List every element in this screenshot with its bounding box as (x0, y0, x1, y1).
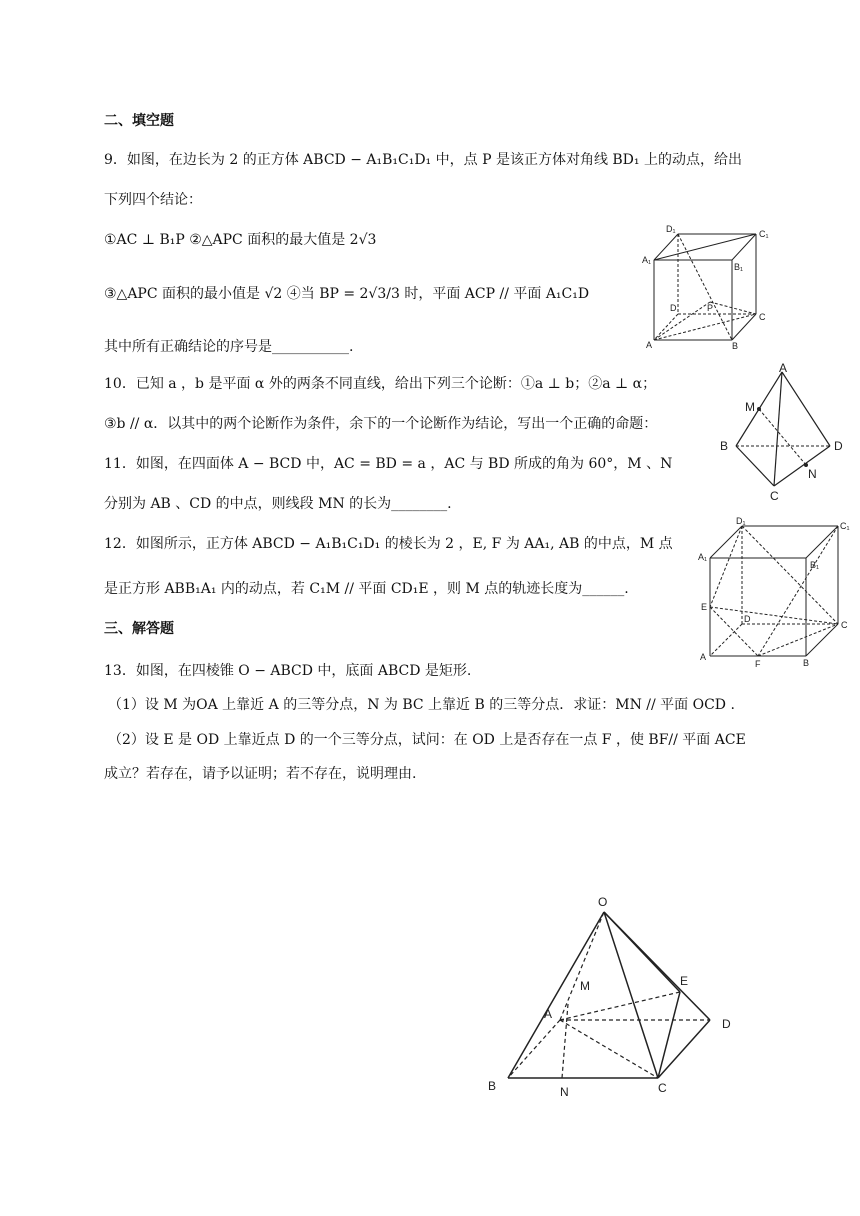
q12-line-1: 12．如图所示，正方体 ABCD − A₁B₁C₁D₁ 的棱长为 2 ，E, F 为 AA₁, AB 的中点，M 点 (104, 536, 673, 552)
label-M: M (580, 979, 590, 993)
label-A: A (700, 652, 707, 662)
label-B: B (488, 1079, 497, 1093)
q13-line-1: 13．如图，在四棱锥 O − ABCD 中，底面 ABCD 是矩形. (104, 663, 472, 679)
label-D: D (670, 303, 677, 313)
label-D: D (722, 1017, 731, 1031)
label-B: B (732, 341, 739, 351)
q10-line-2: ③b // α．以其中的两个论断作为条件，余下的一个论断作为结论，写出一个正确的命题： (104, 416, 658, 432)
label-D: D (834, 439, 843, 453)
label-N: N (560, 1085, 569, 1099)
section-title-fill-blank: 二、填空题 (104, 113, 174, 129)
label-A: A (646, 340, 653, 350)
label-C: C (841, 620, 848, 630)
label-A: A (779, 361, 788, 375)
q13-line-2: （1）设 M 为OA 上靠近 A 的三等分点，N 为 BC 上靠近 B 的三等分点．求证：MN // 平面 OCD . (108, 697, 735, 713)
cube-figure-q12 (698, 514, 856, 670)
label-A1: A₁ (698, 552, 708, 562)
label-B1: B₁ (734, 262, 744, 272)
q9-line-2: 下列四个结论： (104, 192, 202, 208)
cube-figure-q9 (640, 224, 780, 354)
q9-line-5: 其中所有正确结论的序号是___________. (104, 339, 354, 355)
label-M: M (745, 400, 755, 414)
q12-line-2: 是正方形 ABB₁A₁ 内的动点，若 C₁M // 平面 CD₁E ，则 M 点的轨迹长度为______. (104, 581, 629, 597)
label-O: O (598, 895, 608, 909)
q9-line-3: ①AC ⊥ B₁P ②△APC 面积的最大值是 2√3 (104, 232, 377, 248)
q9-line-1: 9．如图，在边长为 2 的正方体 ABCD − A₁B₁C₁D₁ 中，点 P 是该正方体对角线 BD₁ 上的动点，给出 (104, 152, 742, 168)
label-B1: B₁ (810, 560, 820, 570)
label-D1: D₁ (736, 516, 746, 526)
label-C1: C₁ (840, 521, 850, 531)
label-C: C (770, 489, 779, 503)
label-B: B (720, 439, 729, 453)
q13-line-3: （2）设 E 是 OD 上靠近点 D 的一个三等分点，试问：在 OD 上是否存在一点 F ，使 BF// 平面 ACE (108, 732, 746, 748)
q9-line-4: ③△APC 面积的最小值是 √2 ④当 BP = 2√3/3 时，平面 ACP // 平面 A₁C₁D (104, 286, 590, 302)
section-title-solve: 三、解答题 (104, 621, 174, 637)
label-P: P (707, 303, 714, 313)
q10-line-1: 10．已知 a ，b 是平面 α 外的两条不同直线，给出下列三个论断：①a ⊥ b；②a ⊥ α； (104, 376, 657, 392)
label-A: A (544, 1007, 553, 1021)
q13-line-4: 成立？若存在，请予以证明；若不存在，说明理由. (104, 766, 417, 782)
label-D1: D₁ (666, 224, 676, 234)
label-D: D (744, 614, 751, 624)
tetrahedron-figure-q11 (716, 362, 846, 504)
label-N: N (808, 467, 817, 481)
label-F: F (755, 659, 761, 669)
label-E: E (680, 974, 689, 988)
label-A1: A₁ (642, 255, 652, 265)
pyramid-figure-q13 (480, 890, 750, 1102)
q11-line-2: 分别为 AB 、CD 的中点，则线段 MN 的长为________. (104, 496, 452, 512)
label-B: B (803, 658, 810, 668)
label-E: E (701, 602, 708, 612)
label-C: C (658, 1081, 667, 1095)
label-C: C (759, 312, 766, 322)
label-C1: C₁ (759, 229, 769, 239)
q11-line-1: 11．如图，在四面体 A − BCD 中，AC = BD = a ，AC 与 BD 所成的角为 60°，M 、N (104, 456, 673, 472)
